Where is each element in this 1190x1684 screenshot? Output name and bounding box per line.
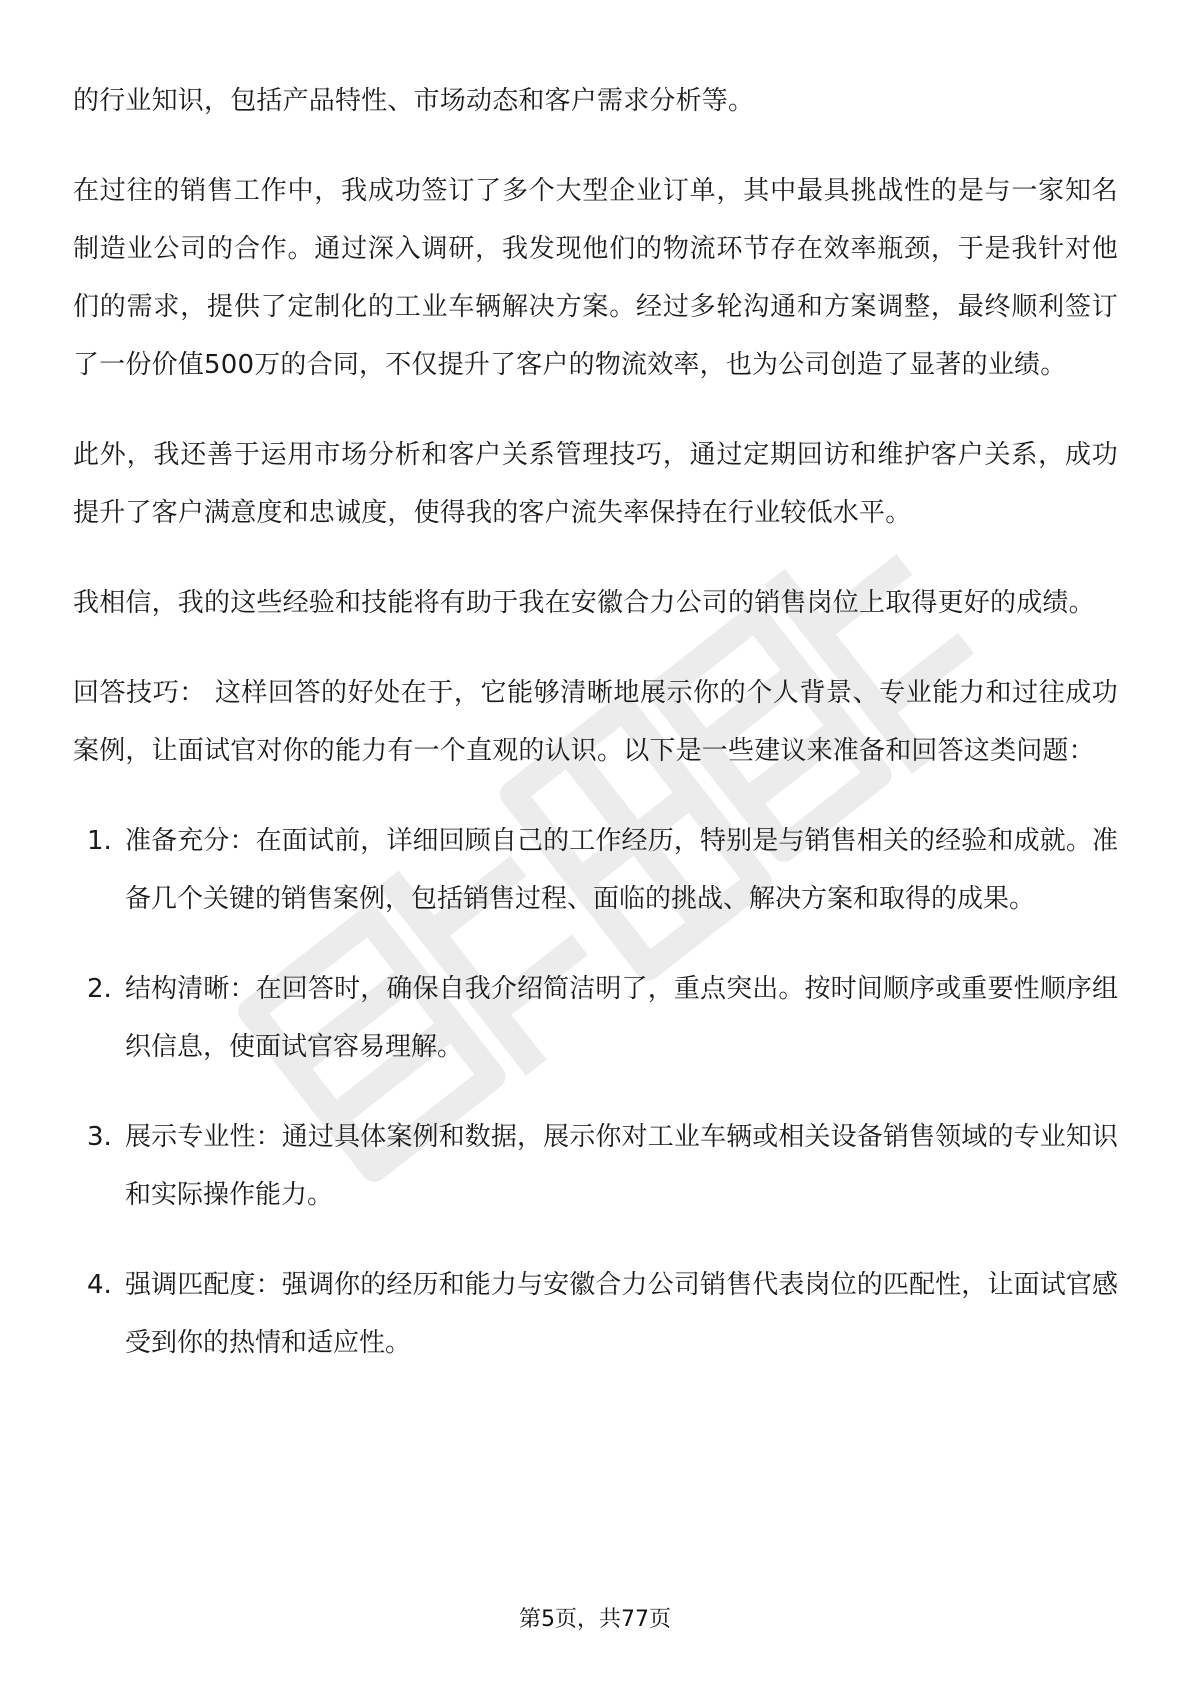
- tips-list: [73, 812, 1118, 1372]
- paragraph-industry-knowledge: 的行业知识，包括产品特性、市场动态和客户需求分析等。: [73, 86, 755, 116]
- list-item: [73, 960, 1118, 1076]
- paragraph-answer-tips: 回答技巧： 这样回答的好处在于，它能够清晰地展示你的个人背景、专业能力和过往成功案例，让面试官对你的能力有一个直观的认识。以下是一些建议来准备和回答这类问题：: [73, 678, 1119, 766]
- page-number-footer: 第5页，共77页: [519, 1607, 671, 1632]
- list-item-text: 展示专业性：通过具体案例和数据，展示你对工业车辆或相关设备销售领域的专业知识和实际操作能力。: [125, 1122, 1118, 1210]
- list-item-number: 1.: [87, 826, 112, 856]
- list-item-text: 准备充分：在面试前，详细回顾自己的工作经历，特别是与销售相关的经验和成就。准备几个关键的销售案例，包括销售过程、面临的挑战、解决方案和取得的成果。: [125, 826, 1118, 914]
- paragraph-conclusion: 我相信，我的这些经验和技能将有助于我在安徽合力公司的销售岗位上取得更好的成绩。: [73, 588, 1095, 618]
- document-body: [73, 72, 1118, 1404]
- list-item-text: 结构清晰：在回答时，确保自我介绍简洁明了，重点突出。按时间顺序或重要性顺序组织信息，使面试官容易理解。: [125, 974, 1118, 1062]
- list-item-number: 4.: [87, 1270, 112, 1300]
- list-item-number: 2.: [87, 974, 112, 1004]
- list-item: [73, 1256, 1118, 1372]
- list-item: [73, 1108, 1118, 1224]
- paragraph-customer-relations: 此外，我还善于运用市场分析和客户关系管理技巧，通过定期回访和维护客户关系，成功提升了客户满意度和忠诚度，使得我的客户流失率保持在行业较低水平。: [73, 440, 1118, 528]
- list-item-text: 强调匹配度：强调你的经历和能力与安徽合力公司销售代表岗位的匹配性，让面试官感受到你的热情和适应性。: [125, 1270, 1118, 1358]
- paragraph-sales-case: 在过往的销售工作中，我成功签订了多个大型企业订单，其中最具挑战性的是与一家知名制造业公司的合作。通过深入调研，我发现他们的物流环节存在效率瓶颈，于是我针对他们的需求，提供了定制化的工业车辆解决方案。经过多轮沟通和方案调整，最终顺利签订了一份价值500万的合同，不仅提升了客户的物流效率，也为公司创造了显著的业绩。: [73, 176, 1118, 380]
- list-item: [73, 812, 1118, 928]
- list-item-number: 3.: [87, 1122, 112, 1152]
